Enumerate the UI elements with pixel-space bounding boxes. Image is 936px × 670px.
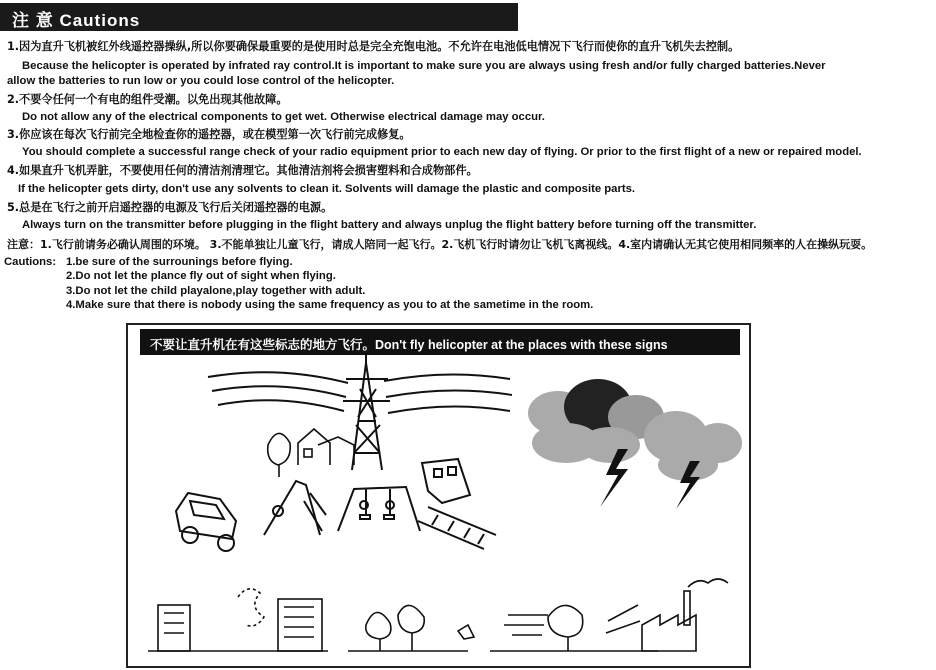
item-2-en-1: Do not allow any of the electrical components to get wet. Otherwise electrical damage may occur. bbox=[22, 111, 545, 123]
caution-line-2: 2.Do not let the plance fly out of sight when flying. bbox=[66, 270, 336, 282]
caution-line-3: 3.Do not let the child playalone,play together with adult. bbox=[66, 285, 366, 297]
caution-line-4: 4.Make sure that there is nobody using the same frequency as you to at the sametime in the room. bbox=[66, 299, 594, 311]
item-4-zh: 4.如果直升飞机弄脏，不要使用任何的清洁剂清理它。其他清洁剂将会损害塑料和合成物部件。 bbox=[7, 164, 478, 177]
tree-icon bbox=[366, 605, 424, 651]
buildings-icon bbox=[158, 599, 322, 651]
train-icon bbox=[418, 459, 496, 549]
playground-slide-icon bbox=[264, 481, 326, 535]
storm-cloud-icon bbox=[528, 379, 742, 481]
item-3-zh: 3.你应该在每次飞行前完全地检查你的遥控器，或在模型第一次飞行前完成修复。 bbox=[7, 128, 411, 141]
item-5-zh: 5.总是在飞行之前开启遥控器的电源及飞行后关闭遥控器的电源。 bbox=[7, 201, 333, 214]
item-2-zh: 2.不要令任何一个有电的组件受潮。以免出现其他故障。 bbox=[7, 93, 288, 106]
item-5-en-1: Always turn on the transmitter before plugging in the flight battery and always unplug the flight battery before turning off the transmitter. bbox=[22, 219, 757, 231]
note-zh: 注意：1.飞行前请务必确认周围的环境。 3.不能单独让儿童飞行，请成人陪同一起飞行。2.飞机飞行时请勿让飞机飞离视线。4.室内请确认无其它使用相同频率的人在操纵玩耍。 bbox=[7, 238, 873, 251]
item-4-en-1: If the helicopter gets dirty, don't use any solvents to clean it. Solvents will damage the plastic and composite parts. bbox=[18, 183, 636, 195]
playground-swing-icon bbox=[338, 487, 420, 531]
item-1-en-1: Because the helicopter is operated by infrated ray control.It is important to make sure you are always using fresh and/or fully charged batteries.Never bbox=[22, 60, 826, 72]
cautions-label: Cautions: bbox=[4, 256, 57, 268]
houses-icon bbox=[268, 429, 354, 477]
item-3-en-1: You should complete a successful range check of your radio equipment prior to each new day of flying. Or prior to the first flight of a new or repaired model. bbox=[22, 146, 862, 158]
caution-line-1: 1.be sure of the surrounings before flying. bbox=[66, 256, 293, 268]
car-icon bbox=[176, 493, 236, 551]
item-1-zh: 1.因为直升飞机被红外线遥控器操纵,所以你要确保最重要的是使用时总是完全充饱电池。不允许在电池低电情况下飞行而使你的直升飞机失去控制。 bbox=[7, 40, 740, 53]
factory-icon bbox=[642, 579, 728, 651]
item-1-en-2: allow the batteries to run low or you could lose control of the helicopter. bbox=[7, 75, 395, 87]
warning-figure bbox=[126, 323, 751, 668]
figure-title: 不要让直升机在有这些标志的地方飞行。Don't fly helicopter at the places with these signs bbox=[150, 338, 668, 352]
page-title: 注 意 Cautions bbox=[12, 11, 141, 30]
header-bar bbox=[0, 3, 518, 31]
windy-tree-icon bbox=[504, 605, 640, 651]
hazard-illustration bbox=[128, 325, 749, 666]
power-tower-icon bbox=[343, 353, 390, 470]
